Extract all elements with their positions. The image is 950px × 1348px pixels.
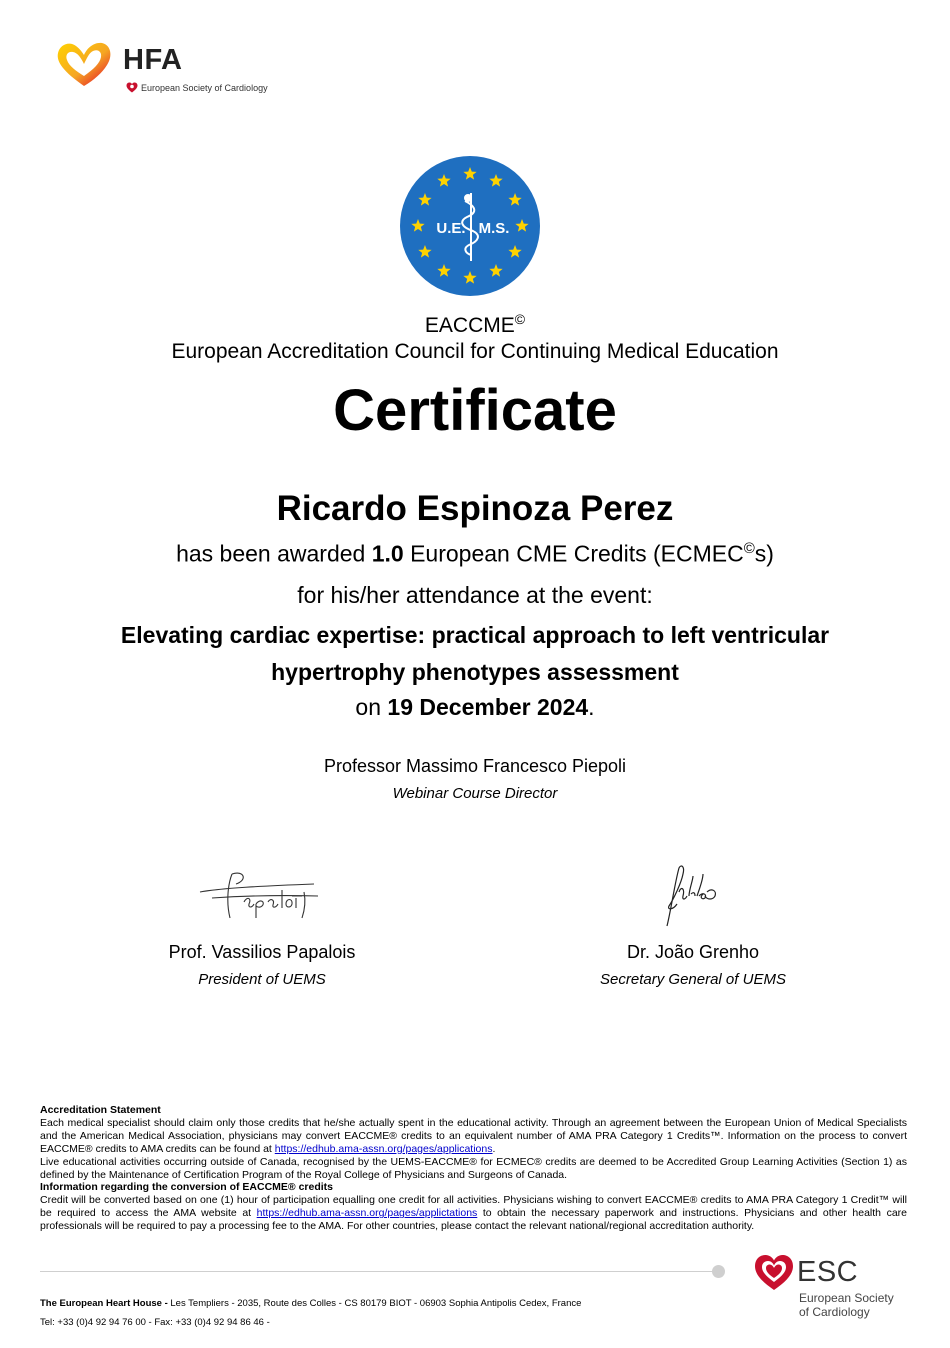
event-title: Elevating cardiac expertise: practical approach to left ventricular hypertrophy phenotypes assessment xyxy=(120,622,830,685)
footer-divider xyxy=(40,1271,718,1272)
ama-applictations-link[interactable]: https://edhub.ama-assn.org/pages/applictations xyxy=(256,1207,478,1220)
seal-text-left: U.E. xyxy=(436,220,466,237)
event-date-line xyxy=(0,694,950,721)
footer-address xyxy=(40,1298,581,1309)
accreditation-text: Credit will be converted based on one (1) hour of participation equalling one credit for all activities. Physicians wishing to convert EACCME® credits to AMA PRA Category 1 Credit™ will be required to access the AMA website at xyxy=(40,1194,907,1220)
signature-block-president xyxy=(112,862,412,988)
accreditation-text: Each medical specialist should claim only those credits that he/she actually spent in the educational activity. Through an agreement between the European Union of Medical Specialists and the American Medical Association, physicians may convert EACCME® credits to an equivalent number of AMA PRA Category 1 Credits™. Information on the process to convert EACCME® credits to AMA credits can be found at xyxy=(40,1116,907,1155)
signature-block-secretary xyxy=(543,862,843,988)
award-copyright-mark: © xyxy=(743,540,755,557)
accreditation-text: . xyxy=(492,1142,496,1155)
accreditation-paragraph-1 xyxy=(40,1117,907,1156)
event-date: 19 December 2024 xyxy=(387,694,589,720)
conversion-heading: Information regarding the conversion of EACCME® credits xyxy=(40,1181,334,1194)
signatory-role: President of UEMS xyxy=(198,971,326,988)
award-suffix: s) xyxy=(754,540,774,567)
award-line xyxy=(0,540,950,568)
signatory-name: Dr. João Grenho xyxy=(626,942,760,962)
date-suffix: . xyxy=(588,694,595,720)
eaccme-acronym xyxy=(0,311,950,338)
signature-grenho-image xyxy=(623,862,763,932)
footer-org: The European Heart House - xyxy=(40,1298,171,1309)
esc-mini-heart-icon xyxy=(126,82,138,93)
accreditation-paragraph-3 xyxy=(40,1194,907,1233)
date-prefix: on xyxy=(355,694,388,720)
esc-subtitle-line1: European Society xyxy=(799,1291,894,1305)
footer-address-text: Les Templiers - 2035, Route des Colles - CS 80179 BIOT - 06903 Sophia Antipolis Cedex, France xyxy=(170,1298,582,1309)
eaccme-acronym-text: EACCME xyxy=(424,314,515,337)
hfa-heart-icon xyxy=(54,40,114,90)
award-prefix: has been awarded xyxy=(176,540,372,567)
esc-heart-icon xyxy=(754,1254,794,1292)
signatory-role: Secretary General of UEMS xyxy=(600,971,786,988)
recipient-name: Ricardo Espinoza Perez xyxy=(276,489,674,528)
copyright-mark: © xyxy=(514,311,526,327)
esc-logo xyxy=(754,1254,914,1324)
uems-seal-logo xyxy=(399,155,541,297)
credit-amount: 1.0 xyxy=(371,540,404,567)
accreditation-statement xyxy=(40,1104,907,1233)
hfa-logo xyxy=(54,38,284,102)
certificate-title: Certificate xyxy=(333,378,617,443)
eaccme-full-name: European Accreditation Council for Continuing Medical Education xyxy=(171,340,779,363)
accreditation-text: to obtain the necessary paperwork and instructions. Physicians and other health care professionals will be required to pay a processing fee to the AMA. For other countries, please contact the relevant national/regional accreditation authority. xyxy=(40,1207,908,1233)
footer-divider-dot xyxy=(712,1265,725,1278)
award-mid: European CME Credits (ECMEC xyxy=(403,540,744,567)
seal-text-right: M.S. xyxy=(478,220,510,237)
esc-subtitle-line2: of Cardiology xyxy=(799,1305,870,1319)
esc-brand-text: ESC xyxy=(797,1256,859,1288)
hfa-subtitle xyxy=(126,82,268,93)
attendance-line: for his/her attendance at the event: xyxy=(297,582,653,608)
accreditation-paragraph-2: Live educational activities occurring outside of Canada, recognised by the UEMS-EACCME® for ECMEC® credits are deemed to be Accredited Group Learning Activities (Section 1) as defined by the Maintenance of Certification Program of the Royal College of Physicians and Surgeons of Canada. xyxy=(40,1155,907,1181)
hfa-brand-text: HFA xyxy=(123,44,183,76)
ama-applications-link[interactable]: https://edhub.ama-assn.org/pages/applications xyxy=(274,1142,493,1155)
signatory-name: Prof. Vassilios Papalois xyxy=(168,942,356,962)
course-director-name: Professor Massimo Francesco Piepoli xyxy=(323,756,627,776)
signature-papalois-image xyxy=(192,862,332,932)
accreditation-heading: Accreditation Statement xyxy=(40,1104,161,1116)
course-director-role: Webinar Course Director xyxy=(392,785,558,802)
footer-tel: Tel: +33 (0)4 92 94 76 00 - Fax: +33 (0)4 92 94 86 46 - xyxy=(40,1317,270,1328)
hfa-subtitle-text: European Society of Cardiology xyxy=(141,83,268,93)
